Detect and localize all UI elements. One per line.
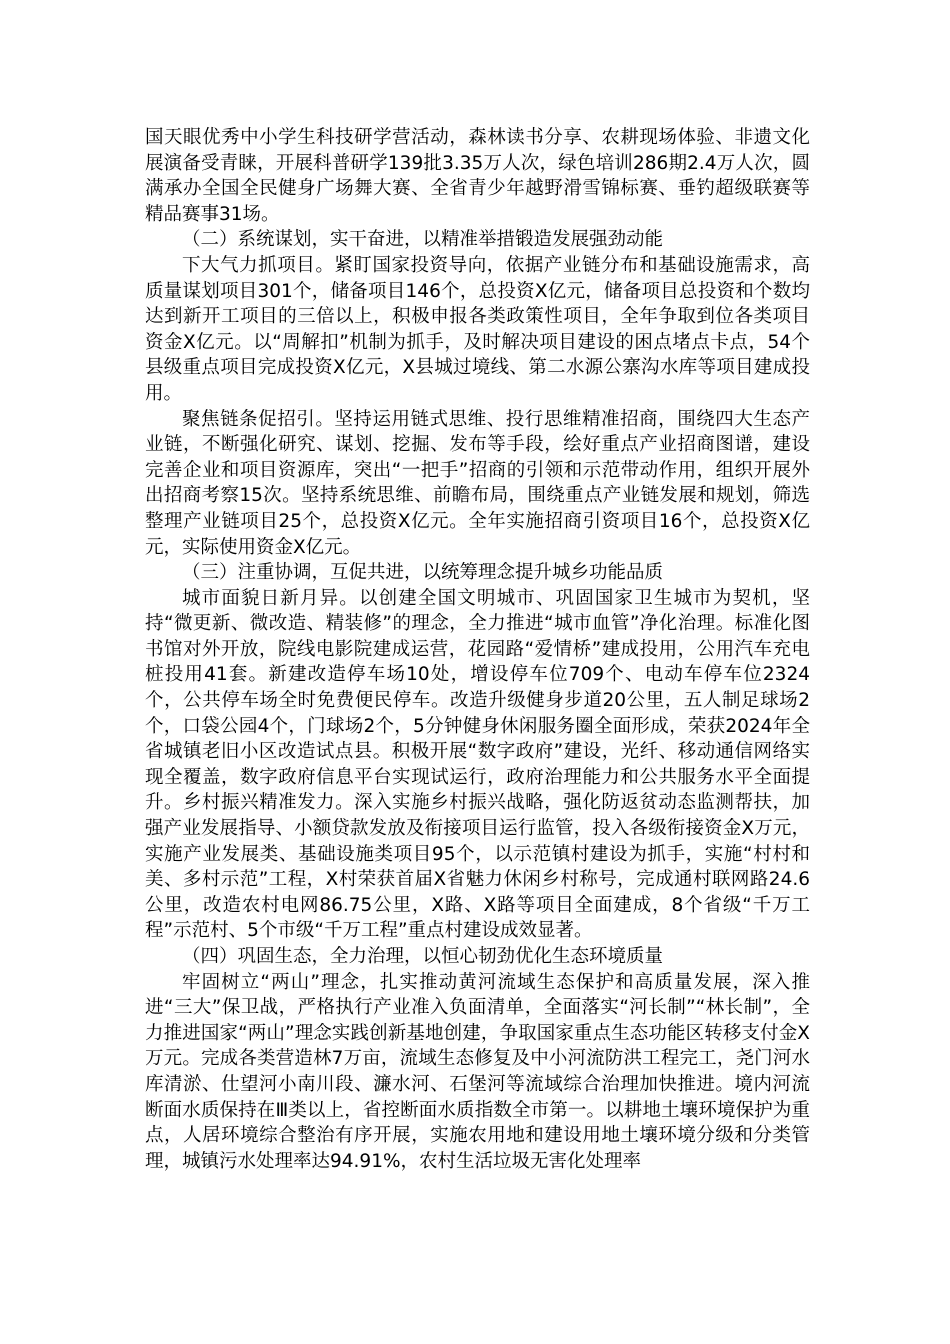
section-heading-4: （四）巩固生态，全力治理，以恒心韧劲优化生态环境质量 <box>182 946 664 967</box>
section-heading-3: （三）注重协调，互促共进，以统筹理念提升城乡功能品质 <box>182 562 664 584</box>
section-heading-2: （二）系统谋划，实干奋进，以精准举措锻造发展强劲动能 <box>182 229 664 251</box>
paragraph-urban-rural: 城市面貌日新月异。以创建全国文明城市、巩固国家卫生城市为契机，坚持“微更新、微改造、精装修”的理念，全力推进“城市血管”净化治理。标准化图书馆对外开放，院线电影院建成运营，花园路“爱情桥”建成投用，公用汽车充电桩投用41套。新建改造停车场10处，增设停车位709个、电动车停车位2324个，公共停车场全时免费便民停车。改造升级健身步道20公里，五人制足球场2个，口袋公园4个，门球场2个，5分钟健身休闲服务圈全面形成，荣获2024年全省城镇老旧小区改造试点县。积极开展“数字政府”建设，光纤、移动通信网络实现全覆盖，数字政府信息平台实现试运行，政府治理能力和公共服务水平全面提升。乡村振兴精准发力。深入实施乡村振兴战略，强化防返贫动态监测帮扶，加强产业发展指导、小额贷款发放及衔接项目运行监管，投入各级衔接资金X万元，实施产业发展类、基础设施类项目95个，以示范镇村建设为抓手，实施“村村和美、多村示范”工程，X村荣获首届X省魅力休闲乡村称号，完成通村联网路24.6公里，改造农村电网86.75公里，X路、X路等项目全面建成，8个省级“千万工程”示范村、5个市级“千万工程”重点村建设成效显著。 <box>145 587 810 942</box>
paragraph-investment-attraction: 聚焦链条促招引。坚持运用链式思维、投行思维精准招商，围绕四大生态产业链，不断强化研究、谋划、挖掘、发布等手段，绘好重点产业招商图谱，建设完善企业和项目资源库，突出“一把手”招商的引领和示范带动作用，组织开展外出招商考察15次。坚持系统思维、前瞻布局，围绕重点产业链发展和规划，筛选整理产业链项目25个，总投资X亿元。全年实施招商引资项目16个，总投资X亿元，实际使用资金X亿元。 <box>145 408 810 558</box>
document-page <box>145 125 810 1174</box>
paragraph-projects: 下大气力抓项目。紧盯国家投资导向，依据产业链分布和基础设施需求，高质量谋划项目301个，储备项目146个，总投资X亿元，储备项目总投资和个数均达到新开工项目的三倍以上，积极申报各类政策性项目，全年争取到位各类项目资金X亿元。以“周解扣”机制为抓手，及时解决项目建设的困点堵点卡点，54个县级重点项目完成投资X亿元，X县城过境线、第二水源公寨沟水库等项目建成投用。 <box>145 254 810 404</box>
paragraph-ecology: 牢固树立“两山”理念，扎实推动黄河流域生态保护和高质量发展，深入推进“三大”保卫战，严格执行产业准入负面清单，全面落实“河长制”“林长制”，全力推进国家“两山”理念实践创新基地创建，争取国家重点生态功能区转移支付金X万元。完成各类营造林7万亩，流域生态修复及中小河流防洪工程完工，尧门河水库清淤、仕望河小南川段、濂水河、石堡河等流域综合治理加快推进。境内河流断面水质保持在Ⅲ类以上，省控断面水质指数全市第一。以耕地土壤环境保护为重点，人居环境综合整治有序开展，实施农用地和建设用地土壤环境分级和分类管理，城镇污水处理率达94.91%，农村生活垃圾无害化处理率 <box>145 971 810 1172</box>
paragraph-1: 国天眼优秀中小学生科技研学营活动，森林读书分享、农耕现场体验、非遗文化展演备受青睐，开展科普研学139批3.35万人次，绿色培训286期2.4万人次，圆满承办全国全民健身广场舞大赛、全省青少年越野滑雪锦标赛、垂钓超级联赛等精品赛事31场。 <box>145 127 810 225</box>
